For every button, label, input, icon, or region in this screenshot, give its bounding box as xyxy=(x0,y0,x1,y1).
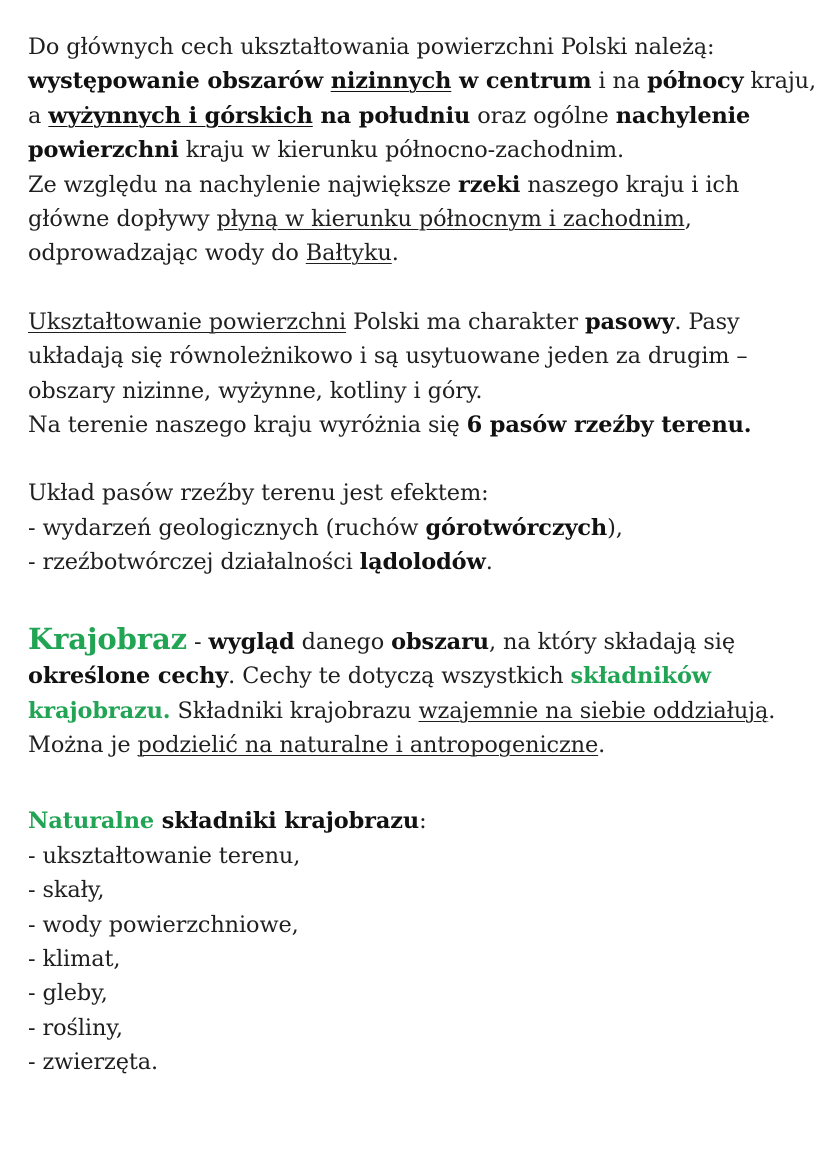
bold-text: na południu xyxy=(312,102,471,129)
bold-text: w centrum xyxy=(451,68,592,95)
text: Do głównych cech ukształtowania powierzchni Polski należą: xyxy=(28,34,715,60)
underlined-text: płyną w kierunku północnym i zachodnim xyxy=(216,206,685,233)
underlined-text: Bałtyku xyxy=(305,240,392,267)
paragraph-rivers xyxy=(28,168,818,271)
text: Ze względu na nachylenie największe xyxy=(28,171,459,198)
underlined-text: podzielić na naturalne i antropogeniczne xyxy=(137,731,599,758)
list-item: - wydarzeń geologicznych (ruchów górotwórczych), xyxy=(28,514,623,541)
green-bold-text: składników krajobrazu. xyxy=(28,663,711,724)
bold-text: występowanie obszarów xyxy=(28,68,331,95)
underlined-bold-text: nizinnych xyxy=(330,68,452,95)
belt-causes-list xyxy=(28,476,818,579)
bold-text: rzeki xyxy=(458,171,521,198)
text: . xyxy=(391,240,399,267)
text: Na terenie naszego kraju wyróżnia się xyxy=(28,412,467,439)
document-page xyxy=(28,30,818,1080)
list-item: - ukształtowanie terenu, xyxy=(28,842,301,869)
text: danego xyxy=(294,628,392,655)
green-bold-text: Naturalne xyxy=(28,808,155,835)
text: i na xyxy=(591,68,648,95)
paragraph-relief-features xyxy=(28,30,818,168)
list-item: - rzeźbotwórczej działalności lądolodów. xyxy=(28,549,493,576)
bold-text: pasowy xyxy=(584,308,675,335)
list-item: - skały, xyxy=(28,877,105,904)
underlined-text: Ukształtowanie powierzchni xyxy=(28,308,347,335)
list-heading: Naturalne składniki krajobrazu: xyxy=(28,808,427,835)
spacer xyxy=(28,271,818,305)
bold-text: górotwórczych xyxy=(425,514,608,541)
spacer xyxy=(28,580,818,622)
term-heading: Krajobraz xyxy=(28,621,188,656)
paragraph-six-belts xyxy=(28,408,818,442)
underlined-bold-text: wyżynnych i górskich xyxy=(48,102,313,129)
text: . Cechy te dotyczą wszystkich xyxy=(228,663,571,690)
list-item: - rośliny, xyxy=(28,1014,123,1041)
underlined-text: wzajemnie na siebie oddziałują xyxy=(418,697,769,724)
bold-text: wygląd xyxy=(208,628,295,655)
text: . Pasy układają się równoleżnikowo i są usytuowane jeden za drugim – obszary nizinne, wyżynne, kotliny i góry. xyxy=(28,308,748,404)
list-item: - wody powierzchniowe, xyxy=(28,911,299,938)
text: naszego kraju i ich główne dopływy xyxy=(28,171,740,233)
text: Polski ma charakter xyxy=(346,308,585,335)
text: Składniki krajobrazu xyxy=(170,697,419,724)
text: . xyxy=(598,731,606,758)
text: kraju w kierunku północno-zachodnim. xyxy=(178,137,624,164)
text: - xyxy=(187,628,209,655)
bold-text: obszaru xyxy=(391,628,489,655)
spacer xyxy=(28,442,818,476)
paragraph-belt-character xyxy=(28,305,818,408)
list-intro: Układ pasów rzeźby terenu jest efektem: xyxy=(28,480,489,507)
paragraph-landscape-definition xyxy=(28,622,818,763)
list-item: - zwierzęta. xyxy=(28,1049,159,1076)
bold-text: składniki krajobrazu xyxy=(154,808,420,835)
bold-text: 6 pasów rzeźby terenu. xyxy=(466,412,752,439)
text: , odprowadzając wody do xyxy=(28,206,692,267)
list-item: - gleby, xyxy=(28,980,108,1007)
bold-text: nachylenie powierzchni xyxy=(28,102,751,164)
list-item: - klimat, xyxy=(28,945,121,972)
bold-text: lądolodów xyxy=(359,549,486,576)
text: kraju, a xyxy=(28,68,817,129)
text: , na który składają się xyxy=(488,628,735,655)
natural-components-list xyxy=(28,804,818,1079)
text: . Można je xyxy=(28,697,776,758)
bold-text: północy xyxy=(647,68,744,95)
bold-text: określone cechy xyxy=(28,663,229,690)
text: oraz ogólne xyxy=(470,102,616,129)
spacer xyxy=(28,762,818,804)
